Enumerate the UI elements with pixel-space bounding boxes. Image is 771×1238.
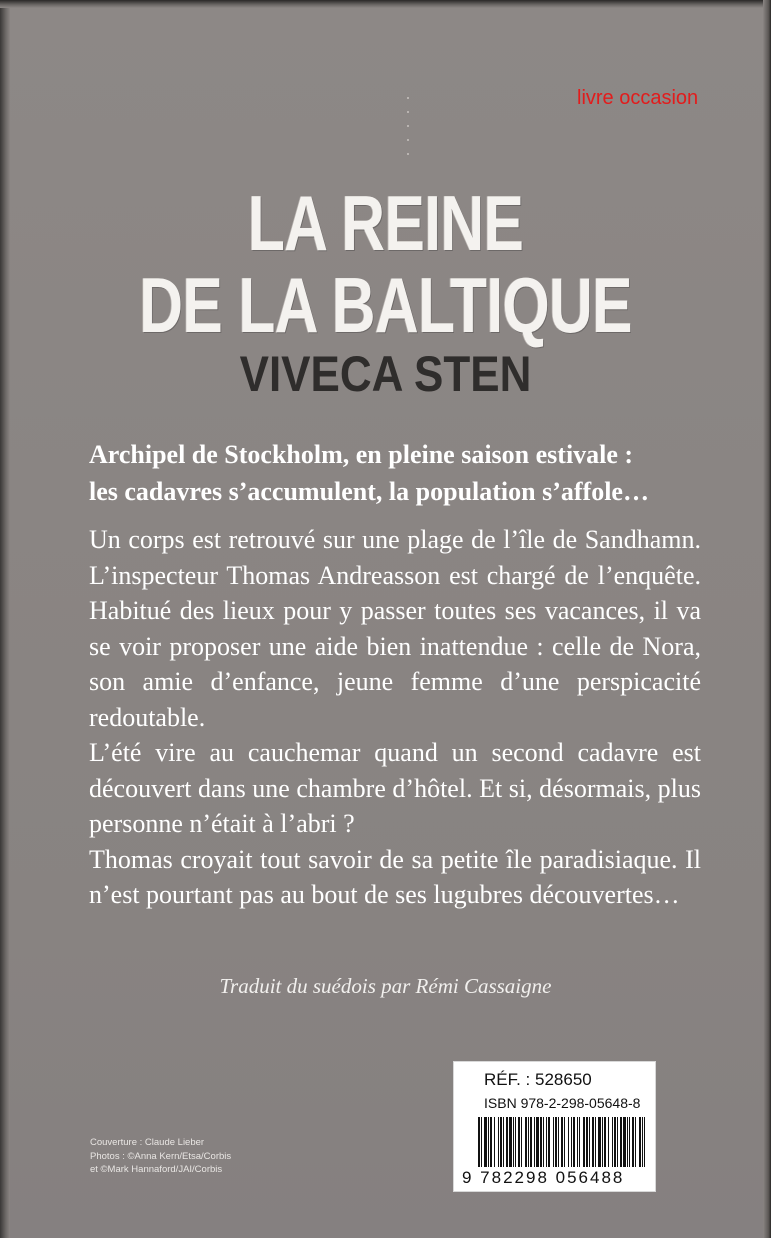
barcode-bar (617, 1117, 618, 1167)
barcode-bar (500, 1117, 502, 1167)
blurb-text (89, 522, 701, 913)
reference-number: RÉF. : 528650 (484, 1070, 592, 1089)
lead-paragraph (89, 436, 701, 510)
barcode-bar (518, 1117, 520, 1167)
credit-line: Photos : ©Anna Kern/Etsa/Corbis (90, 1150, 232, 1162)
lead-line: les cadavres s’accumulent, la population s’affole… (89, 477, 649, 506)
lead-line: Archipel de Stockholm, en pleine saison estivale : (89, 440, 634, 469)
barcode-bar (632, 1117, 634, 1167)
barcode-bar (583, 1117, 585, 1167)
book-title-line-1: LA REINE (247, 179, 524, 267)
cover-credits (90, 1136, 231, 1177)
barcode-bar (503, 1117, 504, 1167)
barcode-bar (612, 1117, 613, 1167)
barcode-bars (478, 1117, 645, 1167)
barcode-bar (627, 1117, 628, 1167)
barcode-bar (536, 1117, 539, 1167)
barcode-bar (642, 1117, 643, 1167)
barcode-bar (555, 1117, 557, 1167)
used-book-tag: livre occasion (577, 87, 699, 109)
barcode-bar (564, 1117, 565, 1167)
barcode-bar (534, 1117, 535, 1167)
barcode-bar (623, 1117, 626, 1167)
barcode-bar (494, 1117, 495, 1167)
blurb-paragraph: L’été vire au cauchemar quand un second cadavre est découvert dans une chambre d’hôtel. Et si, désormais, plus personne n’était à l’abri ? (89, 738, 701, 838)
barcode-bar (484, 1117, 487, 1167)
barcode-bar (571, 1117, 572, 1167)
barcode-bar (644, 1117, 645, 1167)
barcode-bar (548, 1117, 550, 1167)
book-title-line-2: DE LA BALTIQUE (139, 261, 632, 349)
isbn-number: ISBN 978-2-298-05648-8 (484, 1095, 641, 1111)
blurb-paragraph: Thomas croyait tout savoir de sa petite île paradisiaque. Il n’est pourtant pas au bout de ses lugubres découvertes… (89, 844, 701, 909)
barcode-bar (598, 1117, 601, 1167)
barcode-bar (629, 1117, 630, 1167)
barcode-bar (498, 1117, 499, 1167)
credit-line: Couverture : Claude Lieber (90, 1137, 205, 1148)
barcode-bar (589, 1117, 590, 1167)
barcode-bar (488, 1117, 489, 1167)
author-name: VIVECA STEN (239, 346, 532, 402)
barcode-bar (481, 1117, 482, 1167)
barcode-bar (577, 1117, 578, 1167)
barcode-bar (543, 1117, 544, 1167)
barcode-bar (515, 1117, 516, 1167)
barcode-bar (568, 1117, 569, 1167)
barcode-label (453, 1061, 656, 1192)
barcode-bar (604, 1117, 606, 1167)
barcode-bar (592, 1117, 594, 1167)
decorative-dots (404, 95, 412, 165)
translator-credit: Traduit du suédois par Rémi Cassaigne (219, 974, 552, 998)
barcode-bar (540, 1117, 542, 1167)
barcode-bar (573, 1117, 575, 1167)
right-edge (763, 0, 771, 1238)
barcode-bar (546, 1117, 547, 1167)
barcode-bar (595, 1117, 596, 1167)
barcode-bar (525, 1117, 527, 1167)
barcode-bar (614, 1117, 616, 1167)
barcode-bar (490, 1117, 492, 1167)
barcode-bar (639, 1117, 641, 1167)
barcode-bar (478, 1117, 480, 1167)
blurb-paragraph: Un corps est retrouvé sur une plage de l’île de Sandhamn. L’inspecteur Thomas Andreasson est chargé de l’enquête. Habitué des lieux pour y passer toutes ses vacances, il va se voir proposer une aide bien inattendue : celle de Nora, son amie d’enfance, jeune femme d’une perspicacité redoutable. (89, 525, 701, 732)
barcode-bar (608, 1117, 609, 1167)
barcode-bar (553, 1117, 554, 1167)
top-edge (0, 0, 771, 8)
credit-line: et ©Mark Hannaford/JAI/Corbis (90, 1164, 223, 1175)
barcode-bar (635, 1117, 636, 1167)
spine-edge (0, 0, 10, 1238)
barcode-bar (620, 1117, 622, 1167)
barcode-bar (586, 1117, 588, 1167)
barcode-bar (530, 1117, 532, 1167)
barcode-bar (558, 1117, 559, 1167)
barcode-bar (602, 1117, 603, 1167)
barcode-bar (579, 1117, 580, 1167)
barcode-bar (521, 1117, 522, 1167)
barcode-bar (513, 1117, 514, 1167)
barcode-bar (561, 1117, 563, 1167)
barcode-bar (506, 1117, 508, 1167)
barcode-bar (509, 1117, 512, 1167)
barcode-digits: 9 782298 056488 (462, 1168, 625, 1187)
barcode-bar (528, 1117, 529, 1167)
